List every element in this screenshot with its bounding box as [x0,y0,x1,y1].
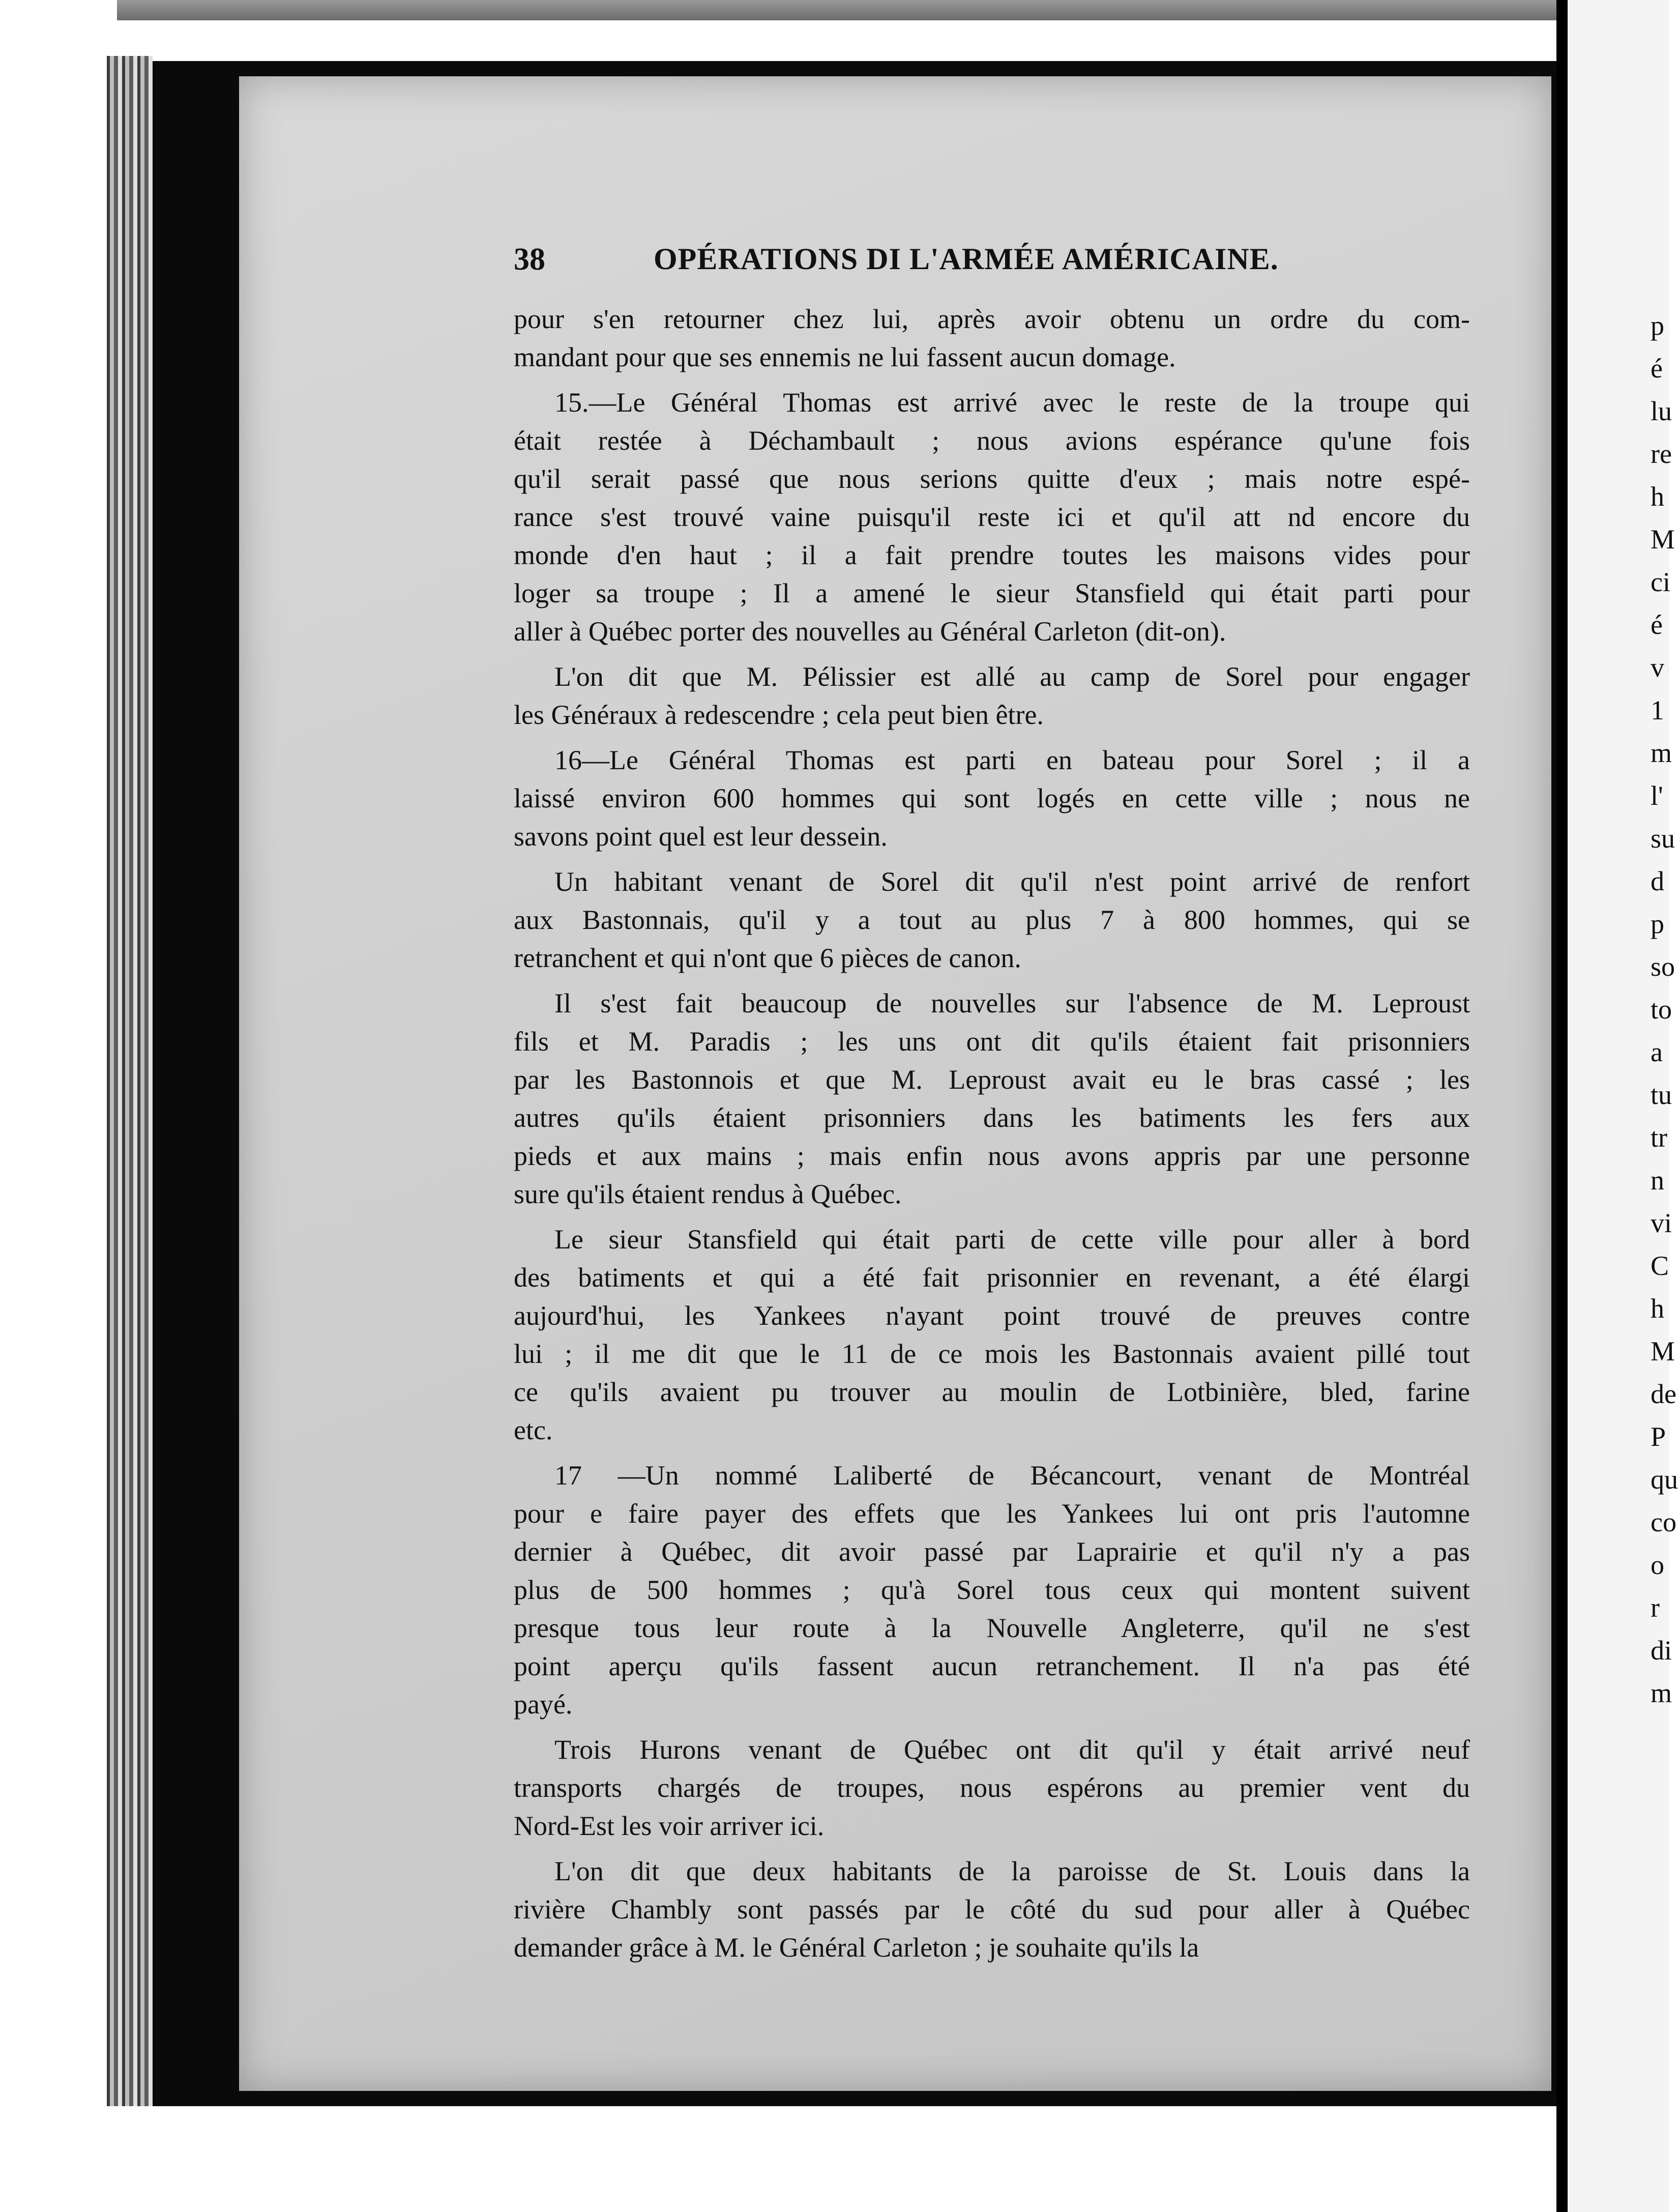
facing-page-fragment: ci [1651,567,1670,597]
facing-page-fragment: v [1651,652,1664,683]
text-line: laissé environ 600 hommes qui sont logés en cette ville ; nous ne [514,783,1470,813]
page-number: 38 [514,242,545,277]
text-line: Un habitant venant de Sorel dit qu'il n'est point arrivé de renfort [554,866,1470,897]
text-line: Il s'est fait beaucoup de nouvelles sur l'absence de M. Leproust [554,988,1470,1018]
paragraph-gap [514,1449,1470,1457]
paragraph [514,300,1470,376]
facing-page-fragment: a [1651,1037,1663,1067]
text-line: aujourd'hui, les Yankees n'ayant point trouvé de preuves contre [514,1300,1470,1331]
text-line: savons point quel est leur dessein. [514,821,888,852]
text-line: 17 —Un nommé Laliberté de Bécancourt, venant de Montréal [554,1460,1470,1491]
facing-page-fragment: p [1651,909,1664,939]
paragraph [514,384,1470,651]
text-line: ce qu'ils avaient pu trouver au moulin de Lotbinière, bled, farine [514,1377,1470,1407]
text-line: demander grâce à M. le Général Carleton ; je souhaite qu'ils la [514,1932,1199,1963]
facing-page-fragment: di [1651,1635,1672,1666]
facing-page-fragment: re [1651,439,1672,469]
paragraph-gap [514,977,1470,984]
facing-page-fragment: M [1651,524,1675,555]
text-line: transports chargés de troupes, nous espérons au premier vent du [514,1772,1470,1803]
text-line: rance s'est trouvé vaine puisqu'il reste ici et qu'il att nd encore du [514,502,1470,532]
facing-page-text [1651,300,1678,1710]
text-line: rivière Chambly sont passés par le côté du sud pour aller à Québec [514,1894,1470,1925]
paragraph [514,1220,1470,1449]
paragraph [514,658,1470,734]
facing-page-fragment: m [1651,1678,1672,1708]
text-line: loger sa troupe ; Il a amené le sieur Stansfield qui était parti pour [514,578,1470,608]
paragraph [514,741,1470,856]
facing-page-fragment: lu [1651,396,1672,426]
paragraph-gap [514,1213,1470,1220]
film-edge-top [117,0,1556,20]
text-line: point aperçu qu'ils fassent aucun retranchement. Il n'a pas été [514,1651,1470,1681]
facing-page-fragment: d [1651,866,1664,896]
paragraph [514,1457,1470,1724]
paragraph [514,984,1470,1213]
facing-page-fragment: 1 [1651,695,1664,725]
text-line: autres qu'ils étaient prisonniers dans les batiments les fers aux [514,1102,1470,1133]
text-line: sure qu'ils étaient rendus à Québec. [514,1179,902,1209]
text-line: 16—Le Général Thomas est parti en bateau pour Sorel ; il a [554,745,1470,775]
facing-page-fragment: P [1651,1421,1666,1452]
running-head: OPÉRATIONS DI L'ARMÉE AMÉRICAINE. [654,242,1279,276]
facing-page-fragment: o [1651,1550,1664,1580]
body-text [514,300,1470,1967]
facing-page-fragment: vi [1651,1208,1672,1238]
facing-page-fragment: C [1651,1250,1669,1281]
paragraph-gap [514,734,1470,741]
facing-page-fragment: M [1651,1336,1675,1366]
paragraph [514,863,1470,977]
text-line: plus de 500 hommes ; qu'à Sorel tous ceux qui montent suivent [514,1575,1470,1605]
paragraph-gap [514,651,1470,658]
text-line: aller à Québec porter des nouvelles au Général Carleton (dit-on). [514,616,1226,647]
facing-page-fragment: h [1651,1293,1664,1324]
text-line: qu'il serait passé que nous serions quitte d'eux ; mais notre espé- [514,463,1470,494]
facing-page-fragment: to [1651,994,1672,1025]
facing-page-fragment: de [1651,1379,1676,1409]
text-line: Trois Hurons venant de Québec ont dit qu'il y était arrivé neuf [554,1734,1470,1765]
facing-page-fragment: p [1651,310,1664,341]
text-line: Le sieur Stansfield qui était parti de cette ville pour aller à bord [554,1224,1470,1255]
text-line: était restée à Déchambault ; nous avions espérance qu'une fois [514,425,1470,456]
facing-page-fragment: su [1651,823,1675,854]
facing-page-fragment: é [1651,353,1663,384]
text-line: pour e faire payer des effets que les Yankees lui ont pris l'automne [514,1498,1470,1529]
page-header [514,242,1389,282]
paragraph-gap [514,1845,1470,1852]
paragraph-gap [514,856,1470,863]
facing-page-fragment: é [1651,609,1663,640]
text-line: mandant pour que ses ennemis ne lui fassent aucun domage. [514,342,1176,372]
text-line: pieds et aux mains ; mais enfin nous avons appris par une personne [514,1141,1470,1171]
text-line: etc. [514,1415,553,1445]
text-line: dernier à Québec, dit avoir passé par Laprairie et qu'il n'y a pas [514,1536,1470,1567]
text-line: les Généraux à redescendre ; cela peut bien être. [514,700,1044,730]
page-stack-edges [107,56,153,2106]
text-line: payé. [514,1689,573,1720]
paragraph [514,1852,1470,1967]
facing-page-fragment: tr [1651,1122,1667,1153]
text-line: L'on dit que M. Pélissier est allé au camp de Sorel pour engager [554,661,1470,692]
facing-page-fragment: l' [1651,780,1663,811]
facing-page-fragment: m [1651,738,1672,768]
gutter-shadow [1556,0,1568,2212]
text-line: lui ; il me dit que le 11 de ce mois les Bastonnais avaient pillé tout [514,1338,1470,1369]
text-line: aux Bastonnais, qu'il y a tout au plus 7 à 800 hommes, qui se [514,905,1470,935]
text-line: fils et M. Paradis ; les uns ont dit qu'ils étaient fait prisonniers [514,1026,1470,1057]
facing-page-fragment: n [1651,1165,1664,1196]
text-line: 15.—Le Général Thomas est arrivé avec le reste de la troupe qui [554,387,1470,418]
text-line: Nord-Est les voir arriver ici. [514,1811,825,1841]
text-line: L'on dit que deux habitants de la paroisse de St. Louis dans la [554,1856,1470,1886]
facing-page-fragment: r [1651,1592,1660,1623]
facing-page-fragment: co [1651,1507,1676,1537]
paragraph-gap [514,376,1470,384]
facing-page-fragment: qu [1651,1464,1678,1495]
text-line: pour s'en retourner chez lui, après avoir obtenu un ordre du com- [514,304,1470,334]
text-line: des batiments et qui a été fait prisonnier en revenant, a été élargi [514,1262,1470,1293]
paragraph-gap [514,1724,1470,1731]
text-line: par les Bastonnois et que M. Leproust avait eu le bras cassé ; les [514,1064,1470,1095]
text-line: monde d'en haut ; il a fait prendre toutes les maisons vides pour [514,540,1470,570]
paragraph [514,1731,1470,1845]
text-line: retranchent et qui n'ont que 6 pièces de canon. [514,943,1021,973]
facing-page-fragment: h [1651,481,1664,512]
facing-page-fragment: so [1651,951,1675,982]
facing-page-fragment: tu [1651,1080,1672,1110]
text-line: presque tous leur route à la Nouvelle Angleterre, qu'il ne s'est [514,1613,1470,1643]
